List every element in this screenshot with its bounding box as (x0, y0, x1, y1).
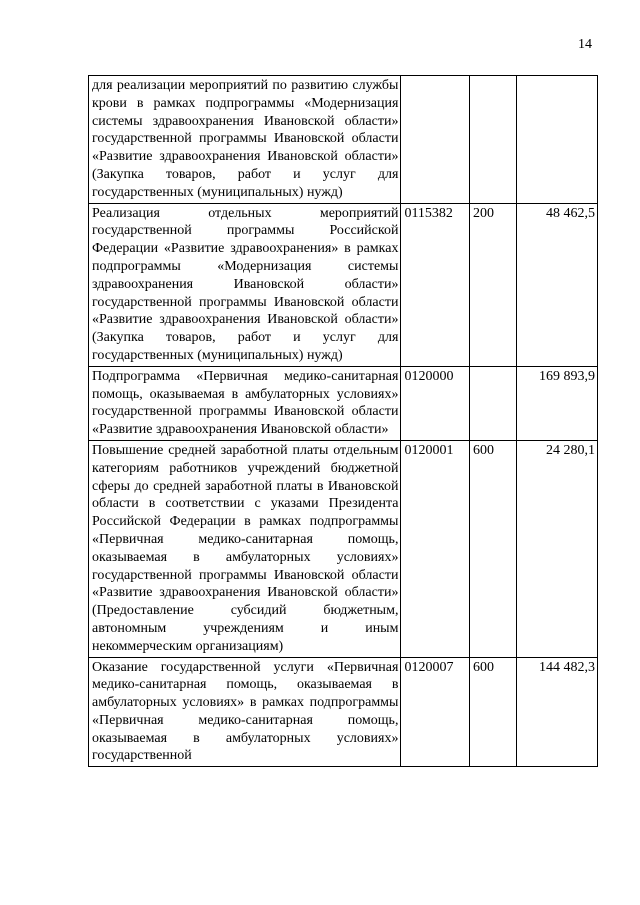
row-description: Подпрограмма «Первичная медико-санитарная помощь, оказываемая в амбулаторных условиях» государственной программы Ивановской области «Развитие здравоохранения Ивановской области» (89, 366, 401, 440)
row-description: Оказание государственной услуги «Первичная медико-санитарная помощь, оказываемая в амбулаторных условиях» в рамках подпрограммы «Первичная медико-санитарная помощь, оказываемая в амбулаторных условиях» государственной (89, 657, 401, 767)
table-row (89, 203, 598, 366)
table-row (89, 440, 598, 657)
page-number: 14 (578, 37, 592, 52)
row-amount: 24 280,1 (517, 440, 598, 657)
row-code: 0120001 (401, 440, 470, 657)
row-code: 0115382 (401, 203, 470, 366)
row-expense-type: 200 (469, 203, 516, 366)
row-code: 0120000 (401, 366, 470, 440)
row-code: 0120007 (401, 657, 470, 767)
table-row (89, 76, 598, 204)
row-amount: 169 893,9 (517, 366, 598, 440)
row-amount: 48 462,5 (517, 203, 598, 366)
row-expense-type (469, 366, 516, 440)
row-code (401, 76, 470, 204)
row-amount (517, 76, 598, 204)
budget-table (88, 75, 598, 767)
row-description: Повышение средней заработной платы отдельным категориям работников учреждений бюджетной сферы до средней заработной платы в Ивановской области в соответствии с указами Президента Российской Федерации в рамках подпрограммы «Первичная медико-санитарная помощь, оказываемая в амбулаторных условиях» государственной программы Ивановской области «Развитие здравоохранения Ивановской области» (Предоставление субсидий бюджетным, автономным учреждениям и иным некоммерческим организациям) (89, 440, 401, 657)
row-description: для реализации мероприятий по развитию службы крови в рамках подпрограммы «Модернизация системы здравоохранения Ивановской области» государственной программы Ивановской области «Развитие здравоохранения Ивановской области» (Закупка товаров, работ и услуг для государственных (муниципальных) нужд) (89, 76, 401, 204)
table-row (89, 366, 598, 440)
row-amount: 144 482,3 (517, 657, 598, 767)
row-description: Реализация отдельных мероприятий государственной программы Российской Федерации «Развитие здравоохранения» в рамках подпрограммы «Модернизация системы здравоохранения Ивановской области» государственной программы Ивановской области «Развитие здравоохранения Ивановской области» (Закупка товаров, работ и услуг для государственных (муниципальных) нужд) (89, 203, 401, 366)
row-expense-type: 600 (469, 440, 516, 657)
table-row (89, 657, 598, 767)
row-expense-type (469, 76, 516, 204)
row-expense-type: 600 (469, 657, 516, 767)
